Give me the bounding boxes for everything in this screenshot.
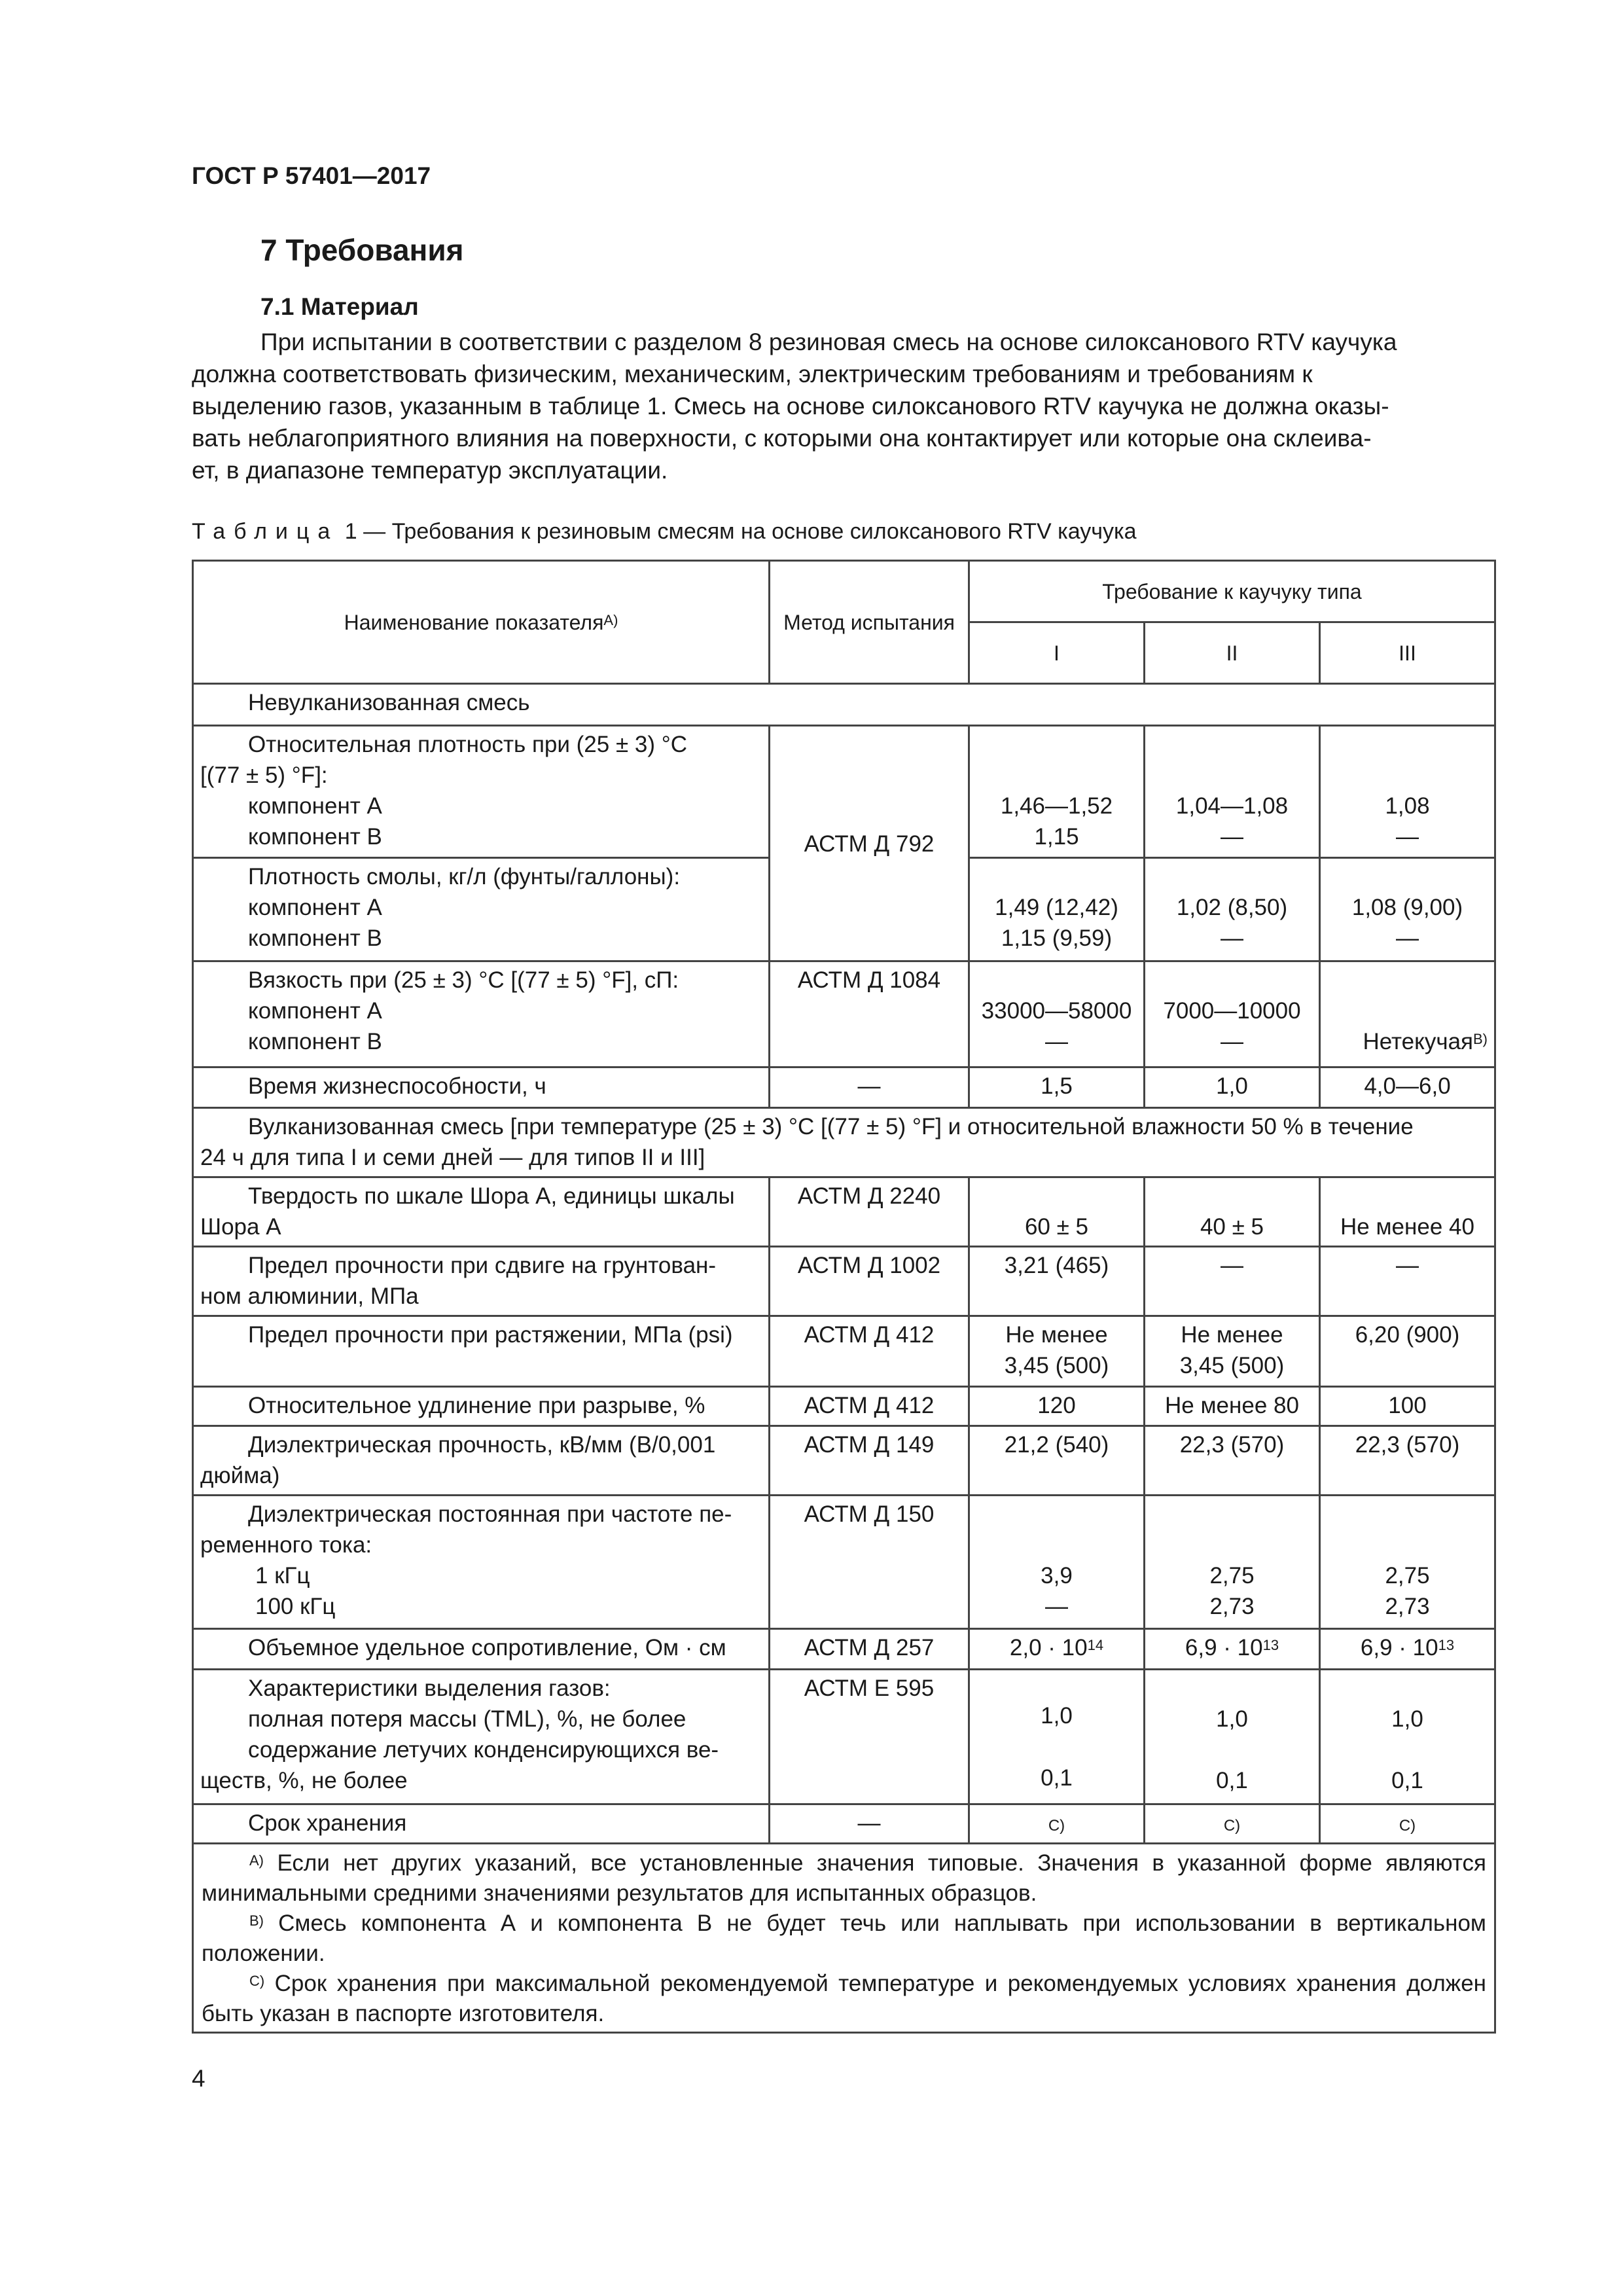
table-row bbox=[193, 1316, 1495, 1387]
value-cell: 1,02 (8,50) — bbox=[1145, 858, 1320, 961]
footnote-ref-c: С) bbox=[1048, 1817, 1065, 1835]
method-cell: АСТМ Д 2240 bbox=[770, 1177, 969, 1247]
header-type-ii: II bbox=[1145, 622, 1320, 684]
value-cell: 1,04—1,08 — bbox=[1145, 726, 1320, 858]
value-cell: 1,0 0,1 bbox=[969, 1670, 1145, 1804]
table-caption bbox=[192, 519, 1137, 545]
document-header: ГОСТ Р 57401—2017 bbox=[192, 162, 431, 189]
value-cell: 1,46—1,52 1,15 bbox=[969, 726, 1145, 858]
value-cell: 7000—10000 — bbox=[1145, 961, 1320, 1067]
row-title-tensile: Предел прочности при растяжении, МПа (psi) bbox=[193, 1316, 770, 1387]
value-cell: 60 ± 5 bbox=[969, 1177, 1145, 1247]
table-row bbox=[193, 1387, 1495, 1426]
row-title-elongation: Относительное удлинение при разрыве, % bbox=[193, 1387, 770, 1426]
value-cell: 1,5 bbox=[969, 1067, 1145, 1108]
value-cell: 4,0—6,0 bbox=[1320, 1067, 1495, 1108]
row-title-dielectric-strength: Диэлектрическая прочность, кВ/мм (В/0,001 дюйма) bbox=[193, 1426, 770, 1496]
table-row bbox=[193, 1670, 1495, 1804]
row-title-pot-life: Время жизнеспособности, ч bbox=[193, 1067, 770, 1108]
value-cell: 100 bbox=[1320, 1387, 1495, 1426]
row-title-hardness: Твердость по шкале Шора А, единицы шкалы Шора А bbox=[193, 1177, 770, 1247]
header-type-i: I bbox=[969, 622, 1145, 684]
row-title-resin-density: Плотность смолы, кг/л (фунты/галлоны): компонент А компонент В bbox=[193, 858, 770, 961]
footnote: $^{А)}$ Если нет других указаний, все установленные значения типовые. Значения в указанной форме являются минимальными средними значениями результатов для испытанных образцов. bbox=[202, 1850, 1486, 1906]
value-cell: 22,3 (570) bbox=[1320, 1426, 1495, 1496]
value-cell: 2,75 2,73 bbox=[1145, 1496, 1320, 1629]
method-cell: АСТМ Д 257 bbox=[770, 1629, 969, 1670]
header-requirement: Требование к каучуку типа bbox=[969, 561, 1495, 622]
table-row bbox=[193, 1629, 1495, 1670]
method-cell: АСТМ Д 149 bbox=[770, 1426, 969, 1496]
group-row bbox=[193, 1108, 1495, 1177]
value-cell: 120 bbox=[969, 1387, 1145, 1426]
header-test-method: Метод испытания bbox=[770, 561, 969, 684]
value-cell: $2,0 \cdot 10^{14}$ bbox=[969, 1629, 1145, 1670]
table-notes bbox=[193, 1844, 1495, 2033]
method-cell: АСТМ Д 412 bbox=[770, 1316, 969, 1387]
requirements-table bbox=[192, 560, 1496, 2034]
footnote-ref-c: С) bbox=[1223, 1817, 1241, 1835]
row-title-resistivity: Объемное удельное сопротивление, Ом · см bbox=[193, 1629, 770, 1670]
paragraph-line: При испытании в соответствии с разделом 8 резиновая смесь на основе силоксанового RTV каучука bbox=[260, 329, 1397, 355]
table-row bbox=[193, 961, 1495, 1067]
value-cell: 1,08 — bbox=[1320, 726, 1495, 858]
footnote-ref-c: С) bbox=[1399, 1817, 1416, 1835]
table-row bbox=[193, 1496, 1495, 1629]
row-title-viscosity: Вязкость при (25 ± 3) °С [(77 ± 5) °F], сП: компонент А компонент В bbox=[193, 961, 770, 1067]
value-cell bbox=[969, 1804, 1145, 1844]
table-notes-row bbox=[193, 1844, 1495, 2033]
method-cell: АСТМ Д 412 bbox=[770, 1387, 969, 1426]
value-cell: 6,20 (900) bbox=[1320, 1316, 1495, 1387]
footnote-ref-a: А) bbox=[603, 612, 618, 628]
footnote-ref-b: В) bbox=[1473, 1031, 1488, 1047]
method-cell: АСТМ Е 595 bbox=[770, 1670, 969, 1804]
value-cell: Нетекучая$^{В)}$ bbox=[1320, 961, 1495, 1067]
method-cell: — bbox=[770, 1067, 969, 1108]
row-title-shear: Предел прочности при сдвиге на грунтован- ном алюминии, МПа bbox=[193, 1247, 770, 1316]
table-row bbox=[193, 1426, 1495, 1496]
table-row bbox=[193, 1247, 1495, 1316]
value-cell: 2,75 2,73 bbox=[1320, 1496, 1495, 1629]
page-number: 4 bbox=[192, 2065, 205, 2092]
table-row bbox=[193, 726, 1495, 858]
section-title: 7 Требования bbox=[260, 233, 464, 267]
value-cell: 1,0 0,1 bbox=[1320, 1670, 1495, 1804]
table-header-row bbox=[193, 561, 1495, 622]
value-cell bbox=[1145, 1804, 1320, 1844]
value-cell: $6,9 \cdot 10^{13}$ bbox=[1145, 1629, 1320, 1670]
value-cell: — bbox=[1320, 1247, 1495, 1316]
value-cell: 3,9 — bbox=[969, 1496, 1145, 1629]
method-cell: АСТМ Д 150 bbox=[770, 1496, 969, 1629]
value-cell: 1,08 (9,00) — bbox=[1320, 858, 1495, 961]
value-cell: 22,3 (570) bbox=[1145, 1426, 1320, 1496]
footnote: $^{В)}$ Смесь компонента А и компонента В не будет течь или наплывать при использовании в вертикальном положении. bbox=[202, 1910, 1486, 1966]
value-cell: $6,9 \cdot 10^{13}$ bbox=[1320, 1629, 1495, 1670]
paragraph-line: должна соответствовать физическим, механическим, электрическим требованиям и требованиям к bbox=[192, 361, 1313, 387]
table-row bbox=[193, 1067, 1495, 1108]
paragraph-line: выделению газов, указанным в таблице 1. Смесь на основе силоксанового RTV каучука не должна оказы- bbox=[192, 393, 1389, 420]
value-cell: 1,0 0,1 bbox=[1145, 1670, 1320, 1804]
row-title-dielectric-constant: Диэлектрическая постоянная при частоте пе- ременного тока: 1 кГц 100 кГц bbox=[193, 1496, 770, 1629]
value-cell: 1,0 bbox=[1145, 1067, 1320, 1108]
method-cell: АСТМ Д 792 bbox=[770, 726, 969, 961]
footnote: $^{С)}$ Срок хранения при максимальной рекомендуемой температуре и рекомендуемых условиях хранения должен быть указан в паспорте изготовителя. bbox=[202, 1971, 1486, 2026]
table-caption-label: Таблица bbox=[192, 519, 339, 544]
group-unvulcanized: Невулканизованная смесь bbox=[193, 684, 1495, 726]
table-caption-text: 1 — Требования к резиновым смесям на основе силоксанового RTV каучука bbox=[344, 519, 1137, 544]
paragraph-line: ет, в диапазоне температур эксплуатации. bbox=[192, 457, 668, 484]
table-row bbox=[193, 1804, 1495, 1844]
value-cell bbox=[1320, 1804, 1495, 1844]
method-cell: — bbox=[770, 1804, 969, 1844]
group-vulcanized: Вулканизованная смесь [при температуре (25 ± 3) °С [(77 ± 5) °F] и относительной влажности 50 % в течение 24 ч для типа I и семи дней — для типов II и III] bbox=[193, 1108, 1495, 1177]
row-title-density: Относительная плотность при (25 ± 3) °С [(77 ± 5) °F]: компонент А компонент В bbox=[193, 726, 770, 858]
method-cell: АСТМ Д 1084 bbox=[770, 961, 969, 1067]
paragraph-line: вать неблагоприятного влияния на поверхности, с которыми она контактирует или которые она склеива- bbox=[192, 425, 1372, 452]
value-cell: 1,49 (12,42) 1,15 (9,59) bbox=[969, 858, 1145, 961]
value-cell: 21,2 (540) bbox=[969, 1426, 1145, 1496]
method-cell: АСТМ Д 1002 bbox=[770, 1247, 969, 1316]
value-cell: Не менее 40 bbox=[1320, 1177, 1495, 1247]
value-cell: 40 ± 5 bbox=[1145, 1177, 1320, 1247]
header-indicator-name: Наименование показателя$^{А)}$ bbox=[193, 561, 770, 684]
subsection-title: 7.1 Материал bbox=[260, 293, 419, 320]
row-title-storage: Срок хранения bbox=[193, 1804, 770, 1844]
value-cell: — bbox=[1145, 1247, 1320, 1316]
body-paragraph bbox=[192, 326, 1494, 486]
row-title-outgassing: Характеристики выделения газов: полная потеря массы (TML), %, не более содержание летучих конденсирующихся ве- ществ, %, не более bbox=[193, 1670, 770, 1804]
table-row bbox=[193, 1177, 1495, 1247]
value-cell: Не менее 80 bbox=[1145, 1387, 1320, 1426]
group-row bbox=[193, 684, 1495, 726]
header-type-iii: III bbox=[1320, 622, 1495, 684]
value-cell: Не менее 3,45 (500) bbox=[969, 1316, 1145, 1387]
value-cell: 3,21 (465) bbox=[969, 1247, 1145, 1316]
value-cell: 33000—58000 — bbox=[969, 961, 1145, 1067]
value-cell: Не менее 3,45 (500) bbox=[1145, 1316, 1320, 1387]
